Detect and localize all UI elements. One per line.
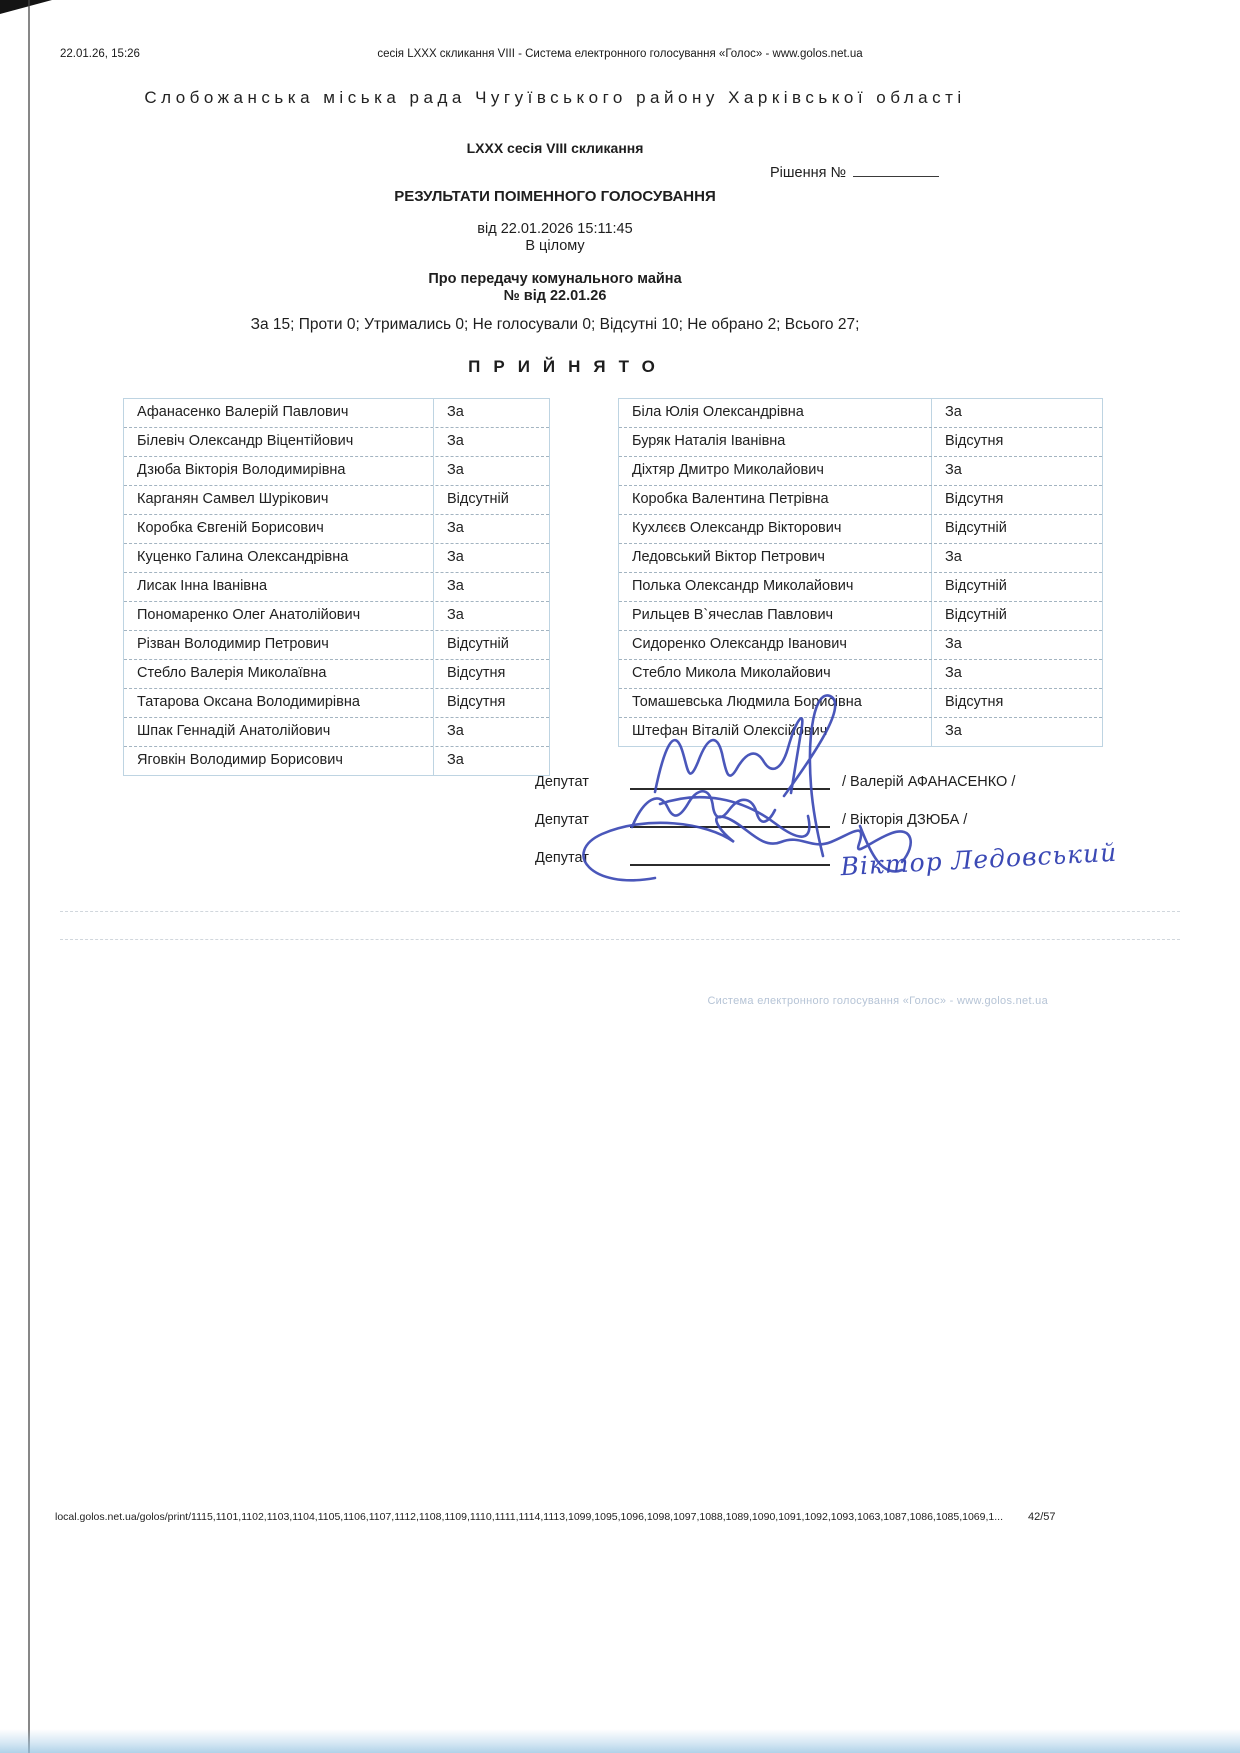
table-row xyxy=(619,456,1102,485)
handwritten-signature-name: Віктор Ледовський xyxy=(839,837,1118,882)
session-title: LXXX сесія VIII скликання xyxy=(466,140,644,156)
deputy-name-cell: Афанасенко Валерій Павлович xyxy=(137,404,349,420)
table-row xyxy=(124,543,549,572)
print-header-datetime: 22.01.26, 15:26 xyxy=(60,48,140,60)
scan-corner-artifact xyxy=(0,0,52,14)
deputy-name-cell: Стебло Валерія Миколаївна xyxy=(137,665,327,681)
deputy-name-cell: Пономаренко Олег Анатолійович xyxy=(137,607,361,623)
signature-name: / Вікторія ДЗЮБА / xyxy=(842,812,968,828)
vote-cell: За xyxy=(433,399,549,427)
table-row xyxy=(124,746,549,775)
table-row xyxy=(619,485,1102,514)
deputy-name-cell: Куценко Галина Олександрівна xyxy=(137,549,349,565)
vote-cell: За xyxy=(433,747,549,775)
vote-result-status: ПРИЙНЯТО xyxy=(468,357,668,376)
vote-cell: Відсутній xyxy=(931,602,1102,630)
table-row xyxy=(619,572,1102,601)
deputy-name-cell: Різван Володимир Петрович xyxy=(137,636,329,652)
table-row xyxy=(619,427,1102,456)
signature-row xyxy=(535,802,967,828)
table-row xyxy=(124,688,549,717)
print-header-title: сесія LXXX скликання VIII - Система електронного голосування «Голос» - www.golos.net.ua xyxy=(377,48,863,60)
signature-name: / Валерій АФАНАСЕНКО / xyxy=(842,774,1016,790)
deputy-name-cell: Сидоренко Олександр Іванович xyxy=(632,636,847,652)
table-row xyxy=(124,601,549,630)
signature-line xyxy=(630,806,830,828)
deputy-name-cell: Татарова Оксана Володимирівна xyxy=(137,694,360,710)
deputy-name-cell: Буряк Наталія Іванівна xyxy=(632,433,786,449)
results-heading: РЕЗУЛЬТАТИ ПОІМЕННОГО ГОЛОСУВАННЯ xyxy=(394,188,716,205)
signature-row xyxy=(535,764,1015,790)
table-row xyxy=(619,543,1102,572)
deputy-name-cell: Штефан Віталій Олексійович xyxy=(632,723,828,739)
vote-datetime: від 22.01.2026 15:11:45 xyxy=(477,221,633,237)
deputy-name-cell: Лисак Інна Іванівна xyxy=(137,578,268,594)
decision-blank-underline xyxy=(853,163,939,177)
vote-cell: За xyxy=(931,457,1102,485)
deputy-name-cell: Шпак Геннадій Анатолійович xyxy=(137,723,331,739)
signature-role-label: Депутат xyxy=(535,850,589,866)
deputy-name-cell: Рильцев В`ячеслав Павлович xyxy=(632,607,834,623)
table-row xyxy=(124,659,549,688)
table-row xyxy=(619,630,1102,659)
table-row xyxy=(619,514,1102,543)
table-row xyxy=(619,399,1102,427)
vote-cell: За xyxy=(931,631,1102,659)
scan-bottom-edge xyxy=(0,1729,1240,1753)
vote-cell: За xyxy=(931,718,1102,746)
vote-cell: Відсутній xyxy=(433,486,549,514)
vote-cell: За xyxy=(433,428,549,456)
deputy-name-cell: Томашевська Людмила Борисівна xyxy=(632,694,862,710)
deputy-name-cell: Полька Олександр Миколайович xyxy=(632,578,854,594)
print-footer-url: local.golos.net.ua/golos/print/1115,1101,1102,1103,1104,1105,1106,1107,1112,1108,1109,1110,1111,1114,1113,1099,1095,1096,1098,1097,1088,1089,1090,1091,1092,1093,1063,1087,1086,1085,1069,1... xyxy=(55,1511,1003,1523)
council-title: Слобожанська міська рада Чугуївського району Харківської області xyxy=(144,88,966,107)
table-row xyxy=(619,717,1102,746)
table-row xyxy=(124,572,549,601)
vote-cell: За xyxy=(433,544,549,572)
table-row xyxy=(124,630,549,659)
deputy-name-cell: Кухлєєв Олександр Вікторович xyxy=(632,520,842,536)
table-row xyxy=(124,456,549,485)
table-row xyxy=(124,399,549,427)
deputy-name-cell: Коробка Валентина Петрівна xyxy=(632,491,829,507)
table-row xyxy=(619,688,1102,717)
vote-subject-number: № від 22.01.26 xyxy=(503,288,607,304)
signature-line xyxy=(630,768,830,790)
vote-cell: За xyxy=(433,515,549,543)
scan-dashed-line xyxy=(60,911,1180,912)
print-footer-page-indicator: 42/57 xyxy=(1028,1511,1056,1523)
table-row xyxy=(124,717,549,746)
vote-cell: За xyxy=(433,602,549,630)
deputy-name-cell: Ледовський Віктор Петрович xyxy=(632,549,825,565)
table-row xyxy=(619,659,1102,688)
deputy-name-cell: Стебло Микола Миколайович xyxy=(632,665,831,681)
vote-cell: Відсутня xyxy=(931,689,1102,717)
deputy-name-cell: Дзюба Вікторія Володимирівна xyxy=(137,462,346,478)
vote-scope: В цілому xyxy=(525,238,585,254)
vote-table-left xyxy=(123,398,550,776)
signature-row xyxy=(535,837,1118,882)
deputy-name-cell: Яговкін Володимир Борисович xyxy=(137,752,343,768)
deputy-name-cell: Коробка Євгеній Борисович xyxy=(137,520,324,536)
vote-cell: Відсутній xyxy=(931,515,1102,543)
vote-subject: Про передачу комунального майна xyxy=(428,271,682,287)
vote-cell: За xyxy=(931,544,1102,572)
table-row xyxy=(124,485,549,514)
vote-cell: За xyxy=(433,457,549,485)
vote-cell: За xyxy=(931,660,1102,688)
decision-number-line xyxy=(770,163,939,181)
vote-cell: Відсутня xyxy=(433,660,549,688)
vote-cell: За xyxy=(433,718,549,746)
deputy-name-cell: Біла Юлія Олександрівна xyxy=(632,404,804,420)
deputy-name-cell: Діхтяр Дмитро Миколайович xyxy=(632,462,824,478)
table-row xyxy=(619,601,1102,630)
system-watermark: Система електронного голосування «Голос» - www.golos.net.ua xyxy=(707,995,1048,1007)
vote-cell: За xyxy=(433,573,549,601)
deputy-name-cell: Білевіч Олександр Віцентійович xyxy=(137,433,354,449)
scan-edge-line xyxy=(28,0,30,1753)
table-row xyxy=(124,427,549,456)
vote-cell: Відсутня xyxy=(931,486,1102,514)
vote-table-right xyxy=(618,398,1103,747)
vote-cell: Відсутній xyxy=(931,573,1102,601)
scan-dashed-line xyxy=(60,939,1180,940)
vote-cell: Відсутня xyxy=(433,689,549,717)
signature-role-label: Депутат xyxy=(535,774,589,790)
vote-tally-summary: За 15; Проти 0; Утримались 0; Не голосували 0; Відсутні 10; Не обрано 2; Всього 27; xyxy=(250,316,860,333)
signature-line xyxy=(630,844,830,866)
vote-cell: За xyxy=(931,399,1102,427)
vote-cell: Відсутній xyxy=(433,631,549,659)
table-row xyxy=(124,514,549,543)
signature-role-label: Депутат xyxy=(535,812,589,828)
deputy-name-cell: Карганян Самвел Шурікович xyxy=(137,491,329,507)
vote-cell: Відсутня xyxy=(931,428,1102,456)
decision-label: Рішення № xyxy=(770,165,847,181)
